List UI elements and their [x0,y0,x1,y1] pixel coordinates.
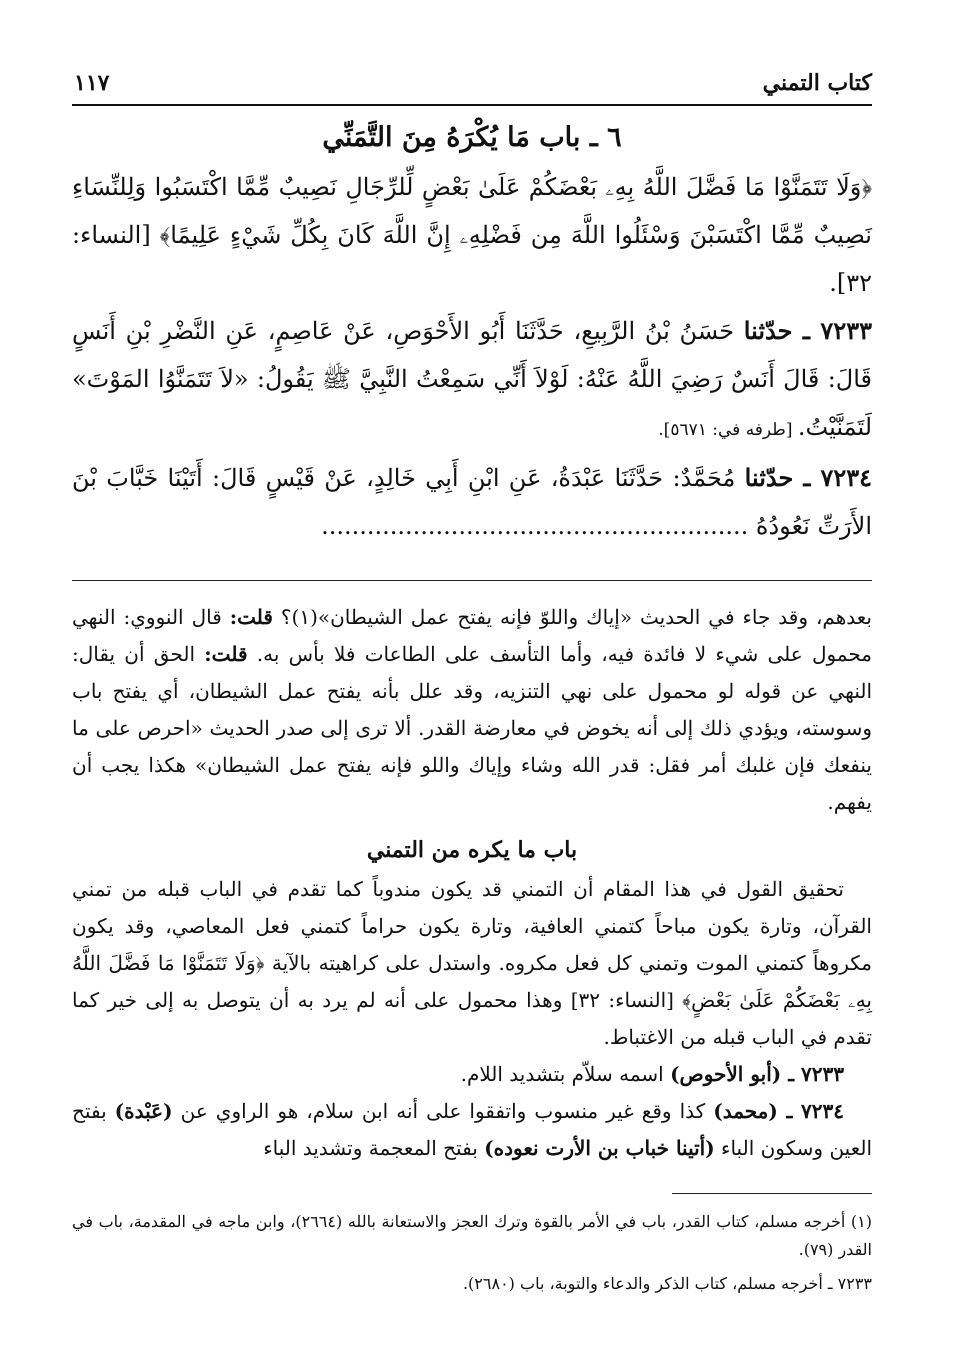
note-text: بفتح المعجمة وتشديد الباء [263,1136,485,1160]
commentary-note-7233 [72,1056,872,1093]
note-lead: ٧٢٣٤ ـ (محمد) [713,1099,844,1123]
hadith-7233 [72,307,872,454]
hadith-text: مُحَمَّدٌ: حَدَّثَنَا عَبْدَةُ، عَنِ ابْنِ أَبِي خَالِدٍ، عَنْ قَيْسٍ قَالَ: أَتَيْنَا خَبَّابَ بْنَ الأَرَتِّ نَعُودُهُ ........................................................ [72,464,872,540]
hadith-number: ٧٢٣٣ ـ حدّثنا [743,316,872,345]
note-bold-term: (عَبْدة) [114,1099,173,1123]
note-text: كذا وقع غير منسوب واتفقوا على أنه ابن سلام، هو الراوي عن [172,1099,714,1123]
hadith-reference: [طرفه في: ٥٦٧١]. [658,420,798,440]
book-page [72,60,872,1304]
note-bold-term: (أتينا خباب بن الأرت نعوده) [484,1136,715,1160]
hadith-text: حَسَنُ بْنُ الرَّبِيعِ، حَدَّثَنَا أَبُو الأَحْوَصِ، عَنْ عَاصِمٍ، عَنِ النَّضْرِ بْنِ أَنَسٍ قَالَ: قَالَ أَنَسٌ رَضِيَ اللَّهُ عَنْهُ: لَوْلاَ أَنِّي سَمِعْتُ النَّبِيَّ ﷺ يَقُولُ: «لاَ تَتَمَنَّوُا المَوْتَ» لَتَمَنَّيْتُ. [72,317,872,441]
footnote-divider [672,1193,872,1194]
footnote-7233: ٧٢٣٣ ـ أخرجه مسلم، كتاب الذكر والدعاء والتوبة، باب (٢٦٨٠). [462,1274,872,1293]
commentary-section-heading: باب ما يكره من التمني [366,837,578,863]
note-lead: ٧٢٣٣ ـ (أبو الأحوص) [670,1062,844,1086]
quran-verse: ﴿وَلَا تَتَمَنَّوْا مَا فَضَّلَ اللَّهُ بِهِۦ بَعْضَكُمْ عَلَىٰ بَعْضٍ لِّلرِّجَالِ نَصِيبٌ مِّمَّا اكْتَسَبُوا وَلِلنِّسَاءِ نَصِيبٌ مِّمَّا اكْتَسَبْنَ وَسْئَلُوا اللَّهَ مِن فَضْلِهِۦ إِنَّ اللَّهَ كَانَ بِكُلِّ شَيْءٍ عَلِيمًا﴾ [النساء: ٣٢]. [72,173,872,297]
commentary-note-7234 [72,1093,872,1167]
commentary-divider [72,580,872,581]
hadith-7234 [72,454,872,550]
note-text: بفتح العين وسكون الباء [72,1099,872,1160]
qult-label: قلت: [229,605,273,629]
running-title: كتاب التمني [762,70,872,96]
commentary-intro [72,599,872,821]
qult-label: قلت: [204,642,248,666]
chapter-heading: ٦ ـ باب مَا يُكْرَهُ مِنَ التَّمَنِّي [322,122,622,153]
page-number: ١١٧ [74,70,110,96]
commentary-text: الحق أن يقال: النهي عن قوله لو محمول على نهي التنزيه، وقد علل بأنه يفتح عمل الشيطان، أي يفتح باب وسوسته، ويؤدي ذلك إلى أنه يخوض في معارضة القدر. ألا ترى إلى صدر الحديث «احرص على ما ينفعك فإن غلبك أمر فقل: قدر الله وشاء وإياك واللو فإنه يفتح عمل الشيطان» هكذا يجب أن يفهم. [72,642,872,814]
note-text: اسمه سلاّم بتشديد اللام. [460,1062,671,1086]
commentary-text: قال النووي: النهي محمول على شيء لا فائدة فيه، وأما التأسف على الطاعات فلا بأس به. [72,605,872,666]
commentary-body: تحقيق القول في هذا المقام أن التمني قد يكون مندوباً كما تقدم في الباب قبله من تمني القرآن، وتارة يكون مباحاً كتمني العافية، وتارة يكون حراماً كتمني فعل المعاصي، وقد يكون مكروهاً كتمني الموت وتمني كل فعل مكروه. واستدل على كراهيته بالآية ﴿وَلَا تَتَمَنَّوْا مَا فَضَّلَ اللَّهُ بِهِۦ بَعْضَكُمْ عَلَىٰ بَعْضٍ﴾ [النساء: ٣٢] وهذا محمول على أنه لم يرد به أن يتوصل به إلى خير كما تقدم في الباب قبله من الاغتباط. [72,877,872,1049]
page-header [72,60,872,106]
footnote-1: (١) أخرجه مسلم، كتاب القدر، باب في الأمر بالقوة وترك العجز والاستعانة بالله (٢٦٦٤)، وابن ماجه في المقدمة، باب في القدر (٧٩). [72,1212,873,1259]
commentary-text: بعدهم، وقد جاء في الحديث «إياك واللوّ فإنه يفتح عمل الشيطان»(١)؟ [272,605,873,629]
hadith-number: ٧٢٣٤ ـ حدّثنا [744,463,872,492]
